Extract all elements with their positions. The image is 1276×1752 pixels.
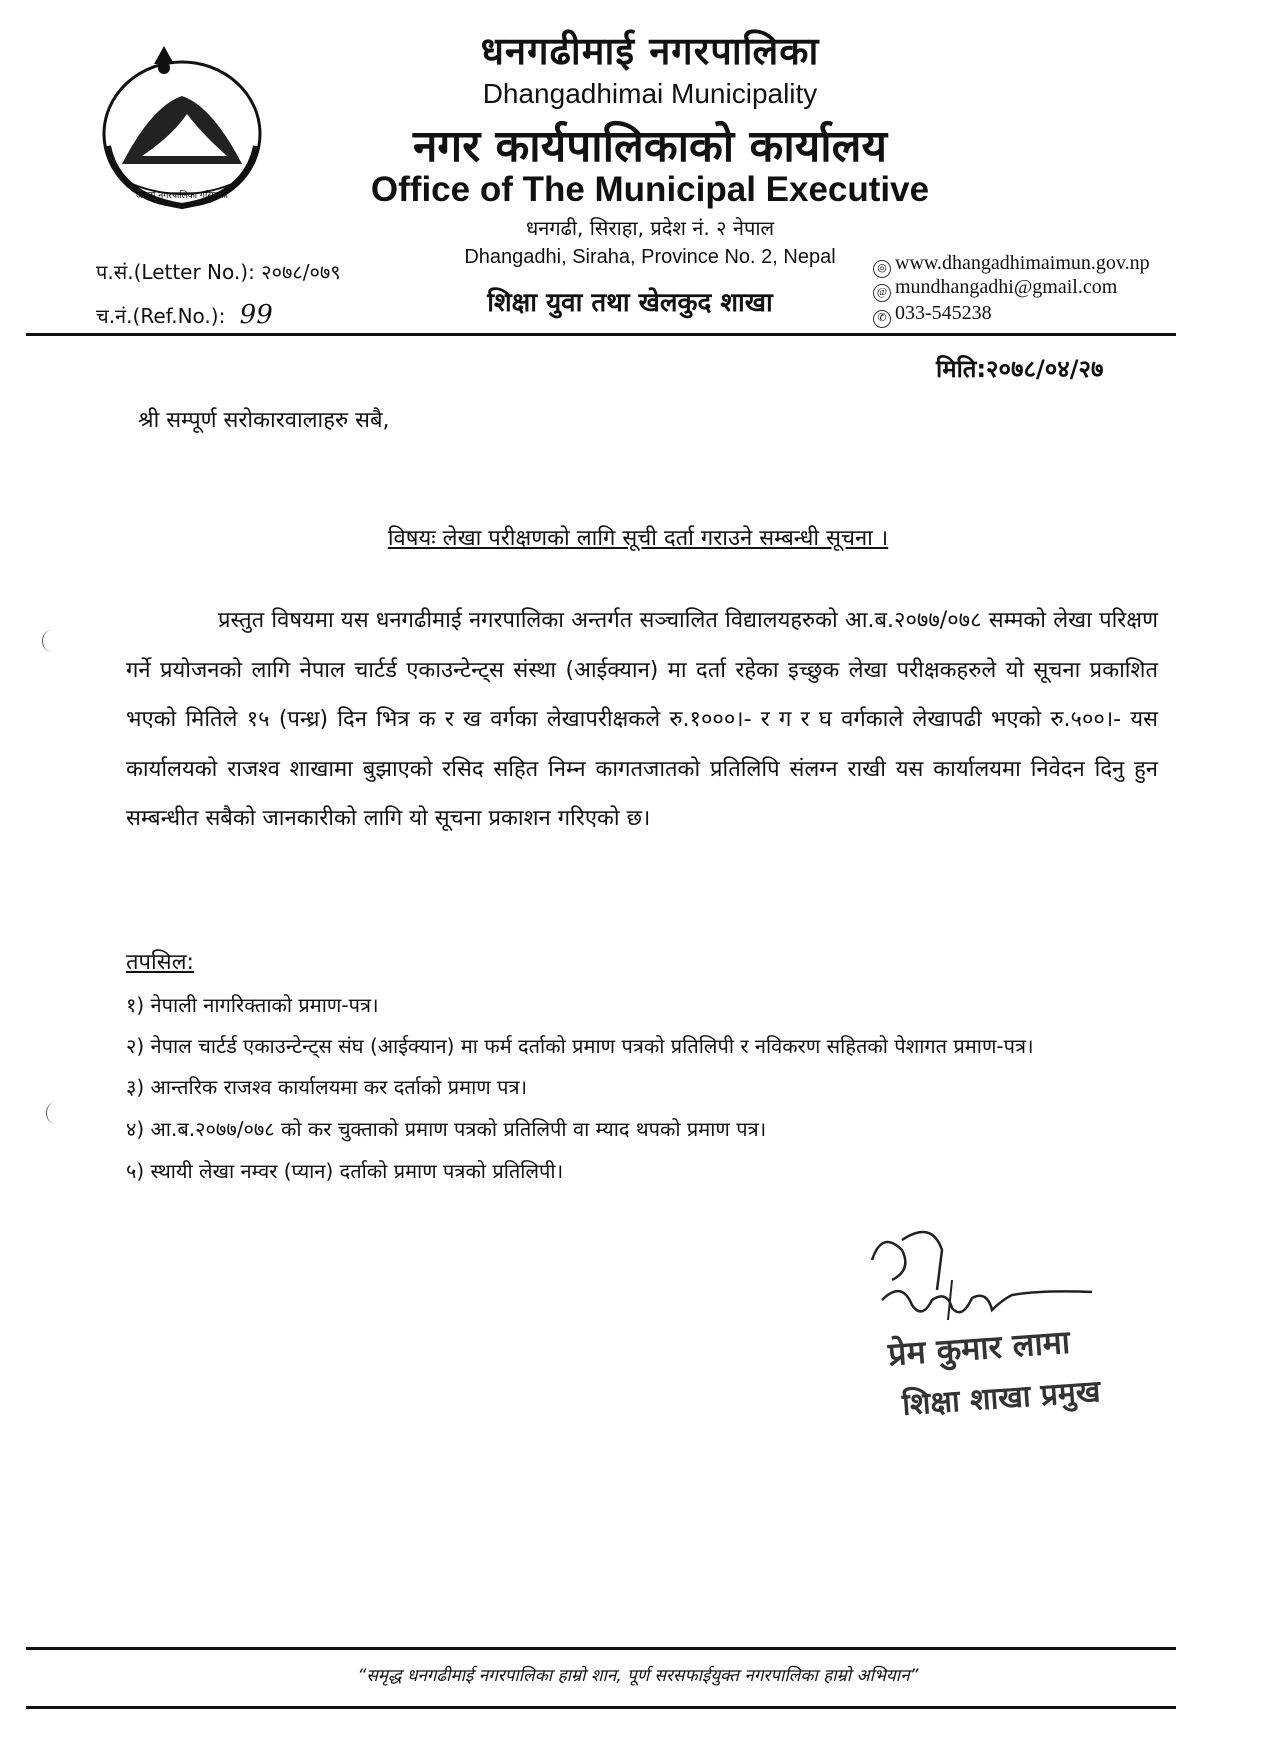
signatory-title: शिक्षा शाखा प्रमुख: [901, 1374, 1102, 1423]
body-text: प्रस्तुत विषयमा यस धनगढीमाई नगरपालिका अन्तर्गत सञ्चालित विद्यालयहरुको आ.ब.२०७७/०७८ सम्मको लेखा परिक्षण गर्ने प्रयोजनको लागि नेपाल चार्टर्ड एकाउन्टेन्ट्स संस्था (आईक्यान) मा दर्ता रहेका इच्छुक लेखा परीक्षकहरुले यो सूचना प्रकाशित भएको मितिले १५ (पन्ध्र) दिन भित्र क र ख वर्गका लेखापरीक्षकले रु.१०००।- र ग र घ वर्गकाले लेखापढी भएको रु.५००।- यस कार्यालयको राजश्व शाखामा बुझाएको रसिद सहित निम्न कागतजातको प्रतिलिपि संलग्न राखी यस कार्यालयमा निवेदन दिनु हुन सम्बन्धीत सबैको जानकारीको लागि यो सूचना प्रकाशन गरिएको छ।: [126, 608, 1158, 831]
letter-number-label: प.सं.(Letter No.):: [96, 260, 255, 284]
body-paragraph: [126, 596, 1158, 844]
list-title: तपसिल:: [126, 950, 194, 975]
email-text: mundhangadhi@gmail.com: [895, 276, 1118, 298]
footer-slogan: “समृद्ध धनगढीमाई नगरपालिका हाम्रो शान, पूर्ण सरसफाईयुक्त नगरपालिका हाम्रो अभियान”: [357, 1666, 919, 1686]
subject-line: [0, 522, 1276, 552]
subject-text: विषयः लेखा परीक्षणको लागि सूची दर्ता गराउने सम्बन्धी सूचना ।: [387, 526, 889, 551]
list-item: २) नेपाल चार्टर्ड एकाउन्टेन्ट्स संघ (आईक्यान) मा फर्म दर्ताको प्रमाण पत्रको प्रतिलिपी र नविकरण सहितको पेशागत प्रमाण-पत्र।: [126, 1034, 1034, 1058]
emblem-text: अपनो नगरपालिका गरिमाको: [136, 191, 228, 201]
punch-mark: [46, 1102, 65, 1124]
addressee: श्री सम्पूर्ण सरोकारवालाहरु सबै,: [138, 408, 390, 433]
letter-number: [96, 258, 341, 285]
letter-number-value: २०७८/०७९: [261, 260, 341, 284]
website-text: www.dhangadhimaimun.gov.np: [895, 252, 1150, 274]
list-item: ४) आ.ब.२०७७/०७८ को कर चुक्ताको प्रमाण पत्रको प्रतिलिपी वा म्याद थपको प्रमाण पत्र।: [126, 1117, 767, 1141]
signature-scribble: [852, 1220, 1112, 1340]
list-item: ५) स्थायी लेखा नम्वर (प्यान) दर्ताको प्रमाण पत्रको प्रतिलिपी।: [126, 1159, 564, 1183]
office-name-np: नगर कार्यपालिकाको कार्यालय: [413, 121, 887, 172]
requirements-list: [126, 984, 1166, 1192]
org-name-np: धनगढीमाई नगरपालिका: [480, 29, 820, 73]
phone-icon: ✆: [873, 310, 891, 328]
nepal-emblem-icon: [92, 36, 272, 214]
reference-number-label: च.नं.(Ref.No.):: [96, 304, 226, 328]
office-name-en: Office of The Municipal Executive: [370, 170, 930, 209]
footer-divider-bottom: [26, 1706, 1176, 1709]
email: [873, 276, 1117, 302]
letter-date: मिति:२०७८/०४/२७: [936, 355, 1104, 383]
website: [873, 252, 1150, 278]
address-en: Dhangadhi, Siraha, Province No. 2, Nepal: [464, 246, 836, 268]
address-np: धनगढी, सिराहा, प्रदेश नं. २ नेपाल: [525, 216, 775, 240]
globe-icon: ◎: [873, 260, 891, 278]
org-name-en: Dhangadhimai Municipality: [482, 78, 818, 109]
signatory-name: प्रेम कुमार लामा: [886, 1322, 1072, 1374]
footer-divider-top: [26, 1647, 1176, 1650]
header-divider: [26, 333, 1176, 336]
reference-number: [96, 300, 273, 330]
punch-mark: [42, 630, 61, 652]
list-item: १) नेपाली नागरिक्ताको प्रमाण-पत्र।: [126, 993, 379, 1017]
section-name: शिक्षा युवा तथा खेलकुद शाखा: [487, 288, 773, 318]
email-icon: @: [873, 284, 891, 302]
phone: [873, 302, 992, 328]
phone-text: 033-545238: [895, 302, 992, 324]
reference-number-value: 99: [239, 300, 273, 330]
list-item: ३) आन्तरिक राजश्व कार्यालयमा कर दर्ताको प्रमाण पत्र।: [126, 1075, 528, 1099]
